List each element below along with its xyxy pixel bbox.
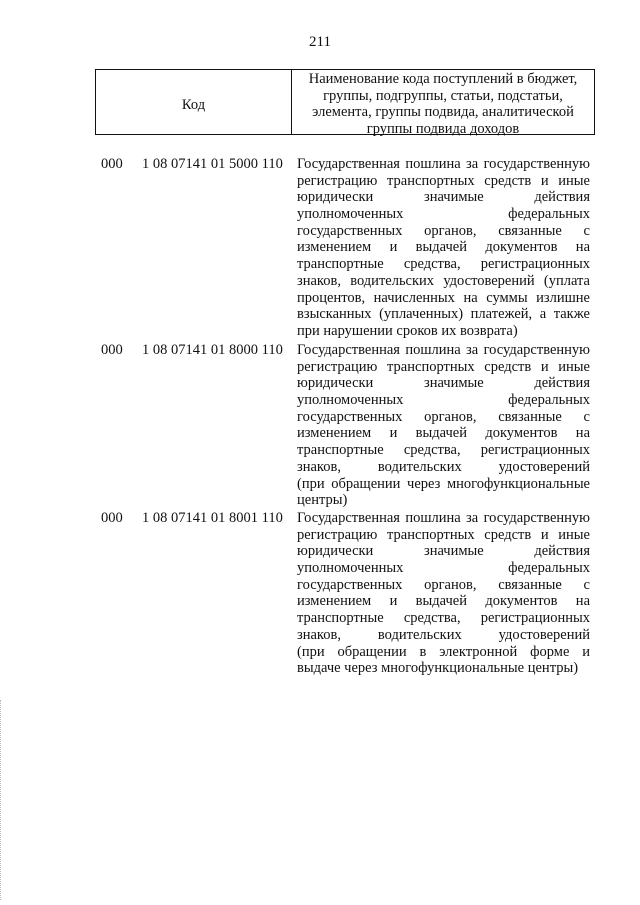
description-line: юридически значимые действия [297, 375, 590, 392]
scan-margin [0, 700, 4, 900]
description-line: процентов, начисленных на суммы излишне [297, 289, 590, 306]
description-line: (при обращении в электронной форме и [297, 643, 590, 660]
description-line: знаков, водительских удостоверений [297, 458, 590, 475]
description-line: транспортные средства, регистрационных [297, 442, 590, 459]
revenue-code: 1 08 07141 01 8001 110 [142, 510, 283, 526]
description-line: взысканных (уплаченных) платежей, а также [297, 306, 590, 323]
description-line: транспортные средства, регистрационных [297, 610, 590, 627]
header-name-line: Наименование кода поступлений в бюджет, [308, 71, 578, 87]
table-header [95, 69, 595, 135]
description-line: знаков, водительских удостоверений (уплата [297, 272, 590, 289]
admin-code: 000 [101, 510, 123, 526]
header-name-line: группы, подгруппы, статьи, подстатьи, [323, 87, 563, 104]
description-line: транспортные средства, регистрационных [297, 256, 590, 273]
description-line: государственных органов, связанные с [297, 222, 590, 239]
header-code-label: Код [96, 70, 292, 134]
description-line: выдаче через многофункциональные центры) [297, 660, 579, 677]
revenue-description [297, 156, 590, 340]
revenue-code: 1 08 07141 01 8000 110 [142, 342, 283, 358]
revenue-description [297, 342, 590, 509]
header-name-line: группы подвида доходов [366, 120, 520, 137]
description-line: знаков, водительских удостоверений [297, 626, 590, 643]
description-line: Государственная пошлина за государственную [297, 156, 590, 172]
description-line: изменением и выдачей документов на [297, 239, 590, 256]
revenue-code: 1 08 07141 01 5000 110 [142, 156, 283, 172]
description-line: регистрацию транспортных средств и иные [297, 172, 590, 189]
page-number: 211 [309, 34, 331, 50]
description-line: уполномоченных федеральных [297, 392, 590, 409]
description-line: регистрацию транспортных средств и иные [297, 358, 590, 375]
description-line: государственных органов, связанные с [297, 408, 590, 425]
description-line: Государственная пошлина за государственную [297, 510, 590, 526]
description-line: уполномоченных федеральных [297, 206, 590, 223]
header-name-line: элемента, группы подвида, аналитической [312, 104, 574, 120]
description-line: при нарушении сроков их возврата) [297, 322, 518, 339]
revenue-description [297, 510, 590, 677]
description-line: юридически значимые действия [297, 543, 590, 560]
header-name-label [292, 70, 594, 137]
description-line: центры) [297, 492, 348, 509]
description-line: (при обращении через многофункциональные [297, 475, 590, 492]
description-line: изменением и выдачей документов на [297, 593, 590, 610]
description-line: юридически значимые действия [297, 189, 590, 206]
description-line: регистрацию транспортных средств и иные [297, 526, 590, 543]
description-line: уполномоченных федеральных [297, 560, 590, 577]
admin-code: 000 [101, 156, 123, 172]
description-line: изменением и выдачей документов на [297, 425, 590, 442]
admin-code: 000 [101, 342, 123, 358]
description-line: государственных органов, связанные с [297, 576, 590, 593]
description-line: Государственная пошлина за государственную [297, 342, 590, 358]
